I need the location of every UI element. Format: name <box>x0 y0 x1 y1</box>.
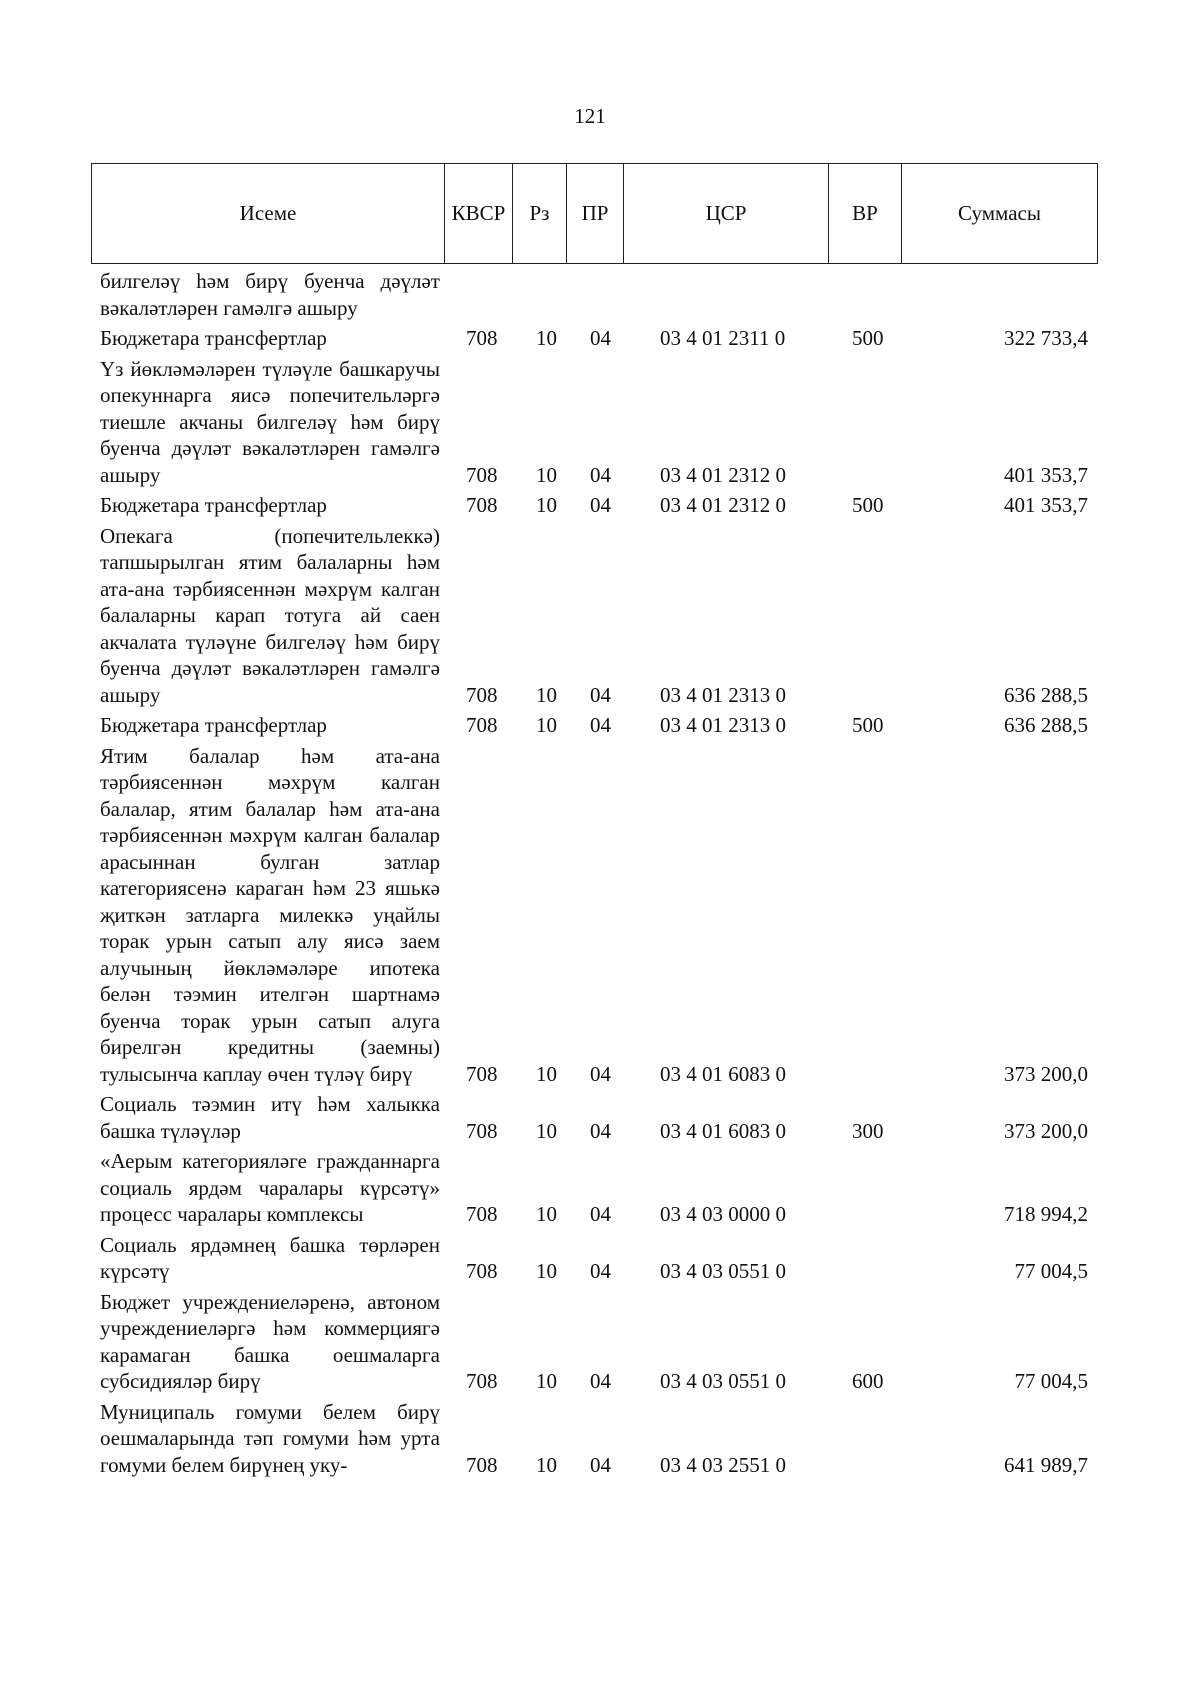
row-vr: 500 <box>852 326 884 350</box>
table-row <box>0 523 1200 709</box>
row-rz: 10 <box>536 326 557 350</box>
row-name: Социаль ярдәмнең башка төрләрен күрсәтү <box>100 1232 440 1283</box>
row-csr: 03 4 01 2312 0 <box>660 493 786 517</box>
row-sum: 641 989,7 <box>1004 1452 1088 1477</box>
row-pr: 04 <box>590 462 611 487</box>
row-sum: 322 733,4 <box>1004 326 1088 350</box>
table-row <box>0 1232 1200 1285</box>
row-pr: 04 <box>590 1202 611 1226</box>
row-csr: 03 4 03 0551 0 <box>660 1369 786 1393</box>
row-pr: 04 <box>590 1259 611 1283</box>
row-vr: 500 <box>852 713 884 737</box>
row-rz: 10 <box>536 713 557 737</box>
table-row <box>0 356 1200 489</box>
row-pr: 04 <box>590 682 611 707</box>
header-name: Исеме <box>92 164 445 264</box>
row-sum: 373 200,0 <box>1004 1118 1088 1143</box>
row-csr: 03 4 01 6083 0 <box>660 1061 786 1086</box>
row-rz: 10 <box>536 1259 557 1283</box>
row-pr: 04 <box>590 1061 611 1086</box>
row-name: Ятим балалар һәм ата-ана тәрбиясеннән мәхрүм калган балалар, ятим балалар һәм ата-ана тәрбиясеннән мәхрүм калган балалар арасыннан булган затлар категориясенә караган һәм 23 яшькә җиткән затларга милеккә уңайлы торак урын сатып алу яисә заем алучының йөкләмәләре ипотека белән тәэмин ителгән шартнамә буенча торак урын сатып алуга бирелгән кредитны (заемны) тулысынча каплау өчен түләү бирү <box>100 743 440 1086</box>
row-sum: 77 004,5 <box>1014 1259 1088 1283</box>
row-vr: 300 <box>852 1118 884 1143</box>
table-row <box>0 712 1200 739</box>
table-row <box>0 492 1200 519</box>
header-kvsr: КВСР <box>445 164 513 264</box>
header-pr: ПР <box>567 164 624 264</box>
row-kvsr: 708 <box>466 1118 498 1143</box>
row-kvsr: 708 <box>466 1061 498 1086</box>
row-pr: 04 <box>590 326 611 350</box>
row-csr: 03 4 01 2312 0 <box>660 462 786 487</box>
row-name: Муниципаль гомуми белем бирү оешмаларында тәп гомуми һәм урта гомуми белем бирүнең уку- <box>100 1399 440 1477</box>
row-rz: 10 <box>536 462 557 487</box>
table-row <box>0 743 1200 1088</box>
row-pr: 04 <box>590 1452 611 1477</box>
table-row <box>0 325 1200 352</box>
row-rz: 10 <box>536 1118 557 1143</box>
row-rz: 10 <box>536 1369 557 1393</box>
page-number: 121 <box>574 104 606 128</box>
row-csr: 03 4 03 0000 0 <box>660 1202 786 1226</box>
header-rz: Рз <box>513 164 567 264</box>
table-row <box>0 1148 1200 1228</box>
table-row <box>0 268 1200 321</box>
row-name: Бюджетара трансфертлар <box>100 713 327 737</box>
row-rz: 10 <box>536 1202 557 1226</box>
row-name: Үз йөкләмәләрен түләүле башкаручы опекуннарга яисә попечительләргә тиешле акчаны билгеләү һәм бирү буенча дәүләт вәкаләтләрен гамәлгә ашыру <box>100 356 440 487</box>
row-sum: 77 004,5 <box>1014 1369 1088 1393</box>
header-row <box>92 164 1098 264</box>
row-pr: 04 <box>590 1369 611 1393</box>
row-rz: 10 <box>536 1061 557 1086</box>
row-sum: 401 353,7 <box>1004 493 1088 517</box>
row-name: билгеләү һәм бирү буенча дәүләт вәкаләтләрен гамәлгә ашыру <box>100 269 440 320</box>
row-pr: 04 <box>590 493 611 517</box>
row-name: Бюджет учреждениеләренә, автоном учреждениеләргә һәм коммерциягә карамаган башка оешмаларга субсидияләр бирү <box>100 1289 440 1393</box>
row-vr: 500 <box>852 493 884 517</box>
row-name: Социаль тәэмин итү һәм халыкка башка түләүләр <box>100 1092 440 1143</box>
row-rz: 10 <box>536 682 557 707</box>
row-kvsr: 708 <box>466 1202 498 1226</box>
row-rz: 10 <box>536 493 557 517</box>
table-row <box>0 1091 1200 1144</box>
table-header <box>91 163 1098 264</box>
row-kvsr: 708 <box>466 1452 498 1477</box>
row-csr: 03 4 01 2311 0 <box>660 326 786 350</box>
row-sum: 718 994,2 <box>1004 1202 1088 1226</box>
row-kvsr: 708 <box>466 326 498 350</box>
row-csr: 03 4 03 0551 0 <box>660 1259 786 1283</box>
row-sum: 636 288,5 <box>1004 713 1088 737</box>
table-body <box>0 268 1200 1482</box>
table-row <box>0 1289 1200 1395</box>
header-vr: ВР <box>829 164 902 264</box>
row-sum: 636 288,5 <box>1004 682 1088 707</box>
row-kvsr: 708 <box>466 462 498 487</box>
row-pr: 04 <box>590 713 611 737</box>
header-sum: Суммасы <box>902 164 1098 264</box>
header-csr: ЦСР <box>624 164 829 264</box>
row-rz: 10 <box>536 1452 557 1477</box>
row-name: Бюджетара трансфертлар <box>100 326 327 350</box>
row-name: Бюджетара трансфертлар <box>100 493 327 517</box>
row-name: Опекага (попечительлеккә) тапшырылган ятим балаларны һәм ата-ана тәрбиясеннән мәхрүм калган балаларны карап тотуга ай саен акчалата түләүне билгеләү һәм бирү буенча дәүләт вәкаләтләрен гамәлгә ашыру <box>100 523 440 707</box>
table-row <box>0 1399 1200 1479</box>
row-vr: 600 <box>852 1369 884 1393</box>
row-kvsr: 708 <box>466 1259 498 1283</box>
row-sum: 373 200,0 <box>1004 1061 1088 1086</box>
row-kvsr: 708 <box>466 682 498 707</box>
row-pr: 04 <box>590 1118 611 1143</box>
row-csr: 03 4 01 2313 0 <box>660 682 786 707</box>
row-sum: 401 353,7 <box>1004 462 1088 487</box>
row-csr: 03 4 03 2551 0 <box>660 1452 786 1477</box>
row-kvsr: 708 <box>466 493 498 517</box>
row-kvsr: 708 <box>466 1369 498 1393</box>
row-name: «Аерым категорияләге гражданнарга социаль ярдәм чаралары күрсәтү» процесс чаралары комплексы <box>100 1149 440 1226</box>
row-csr: 03 4 01 6083 0 <box>660 1118 786 1143</box>
row-csr: 03 4 01 2313 0 <box>660 713 786 737</box>
row-kvsr: 708 <box>466 713 498 737</box>
